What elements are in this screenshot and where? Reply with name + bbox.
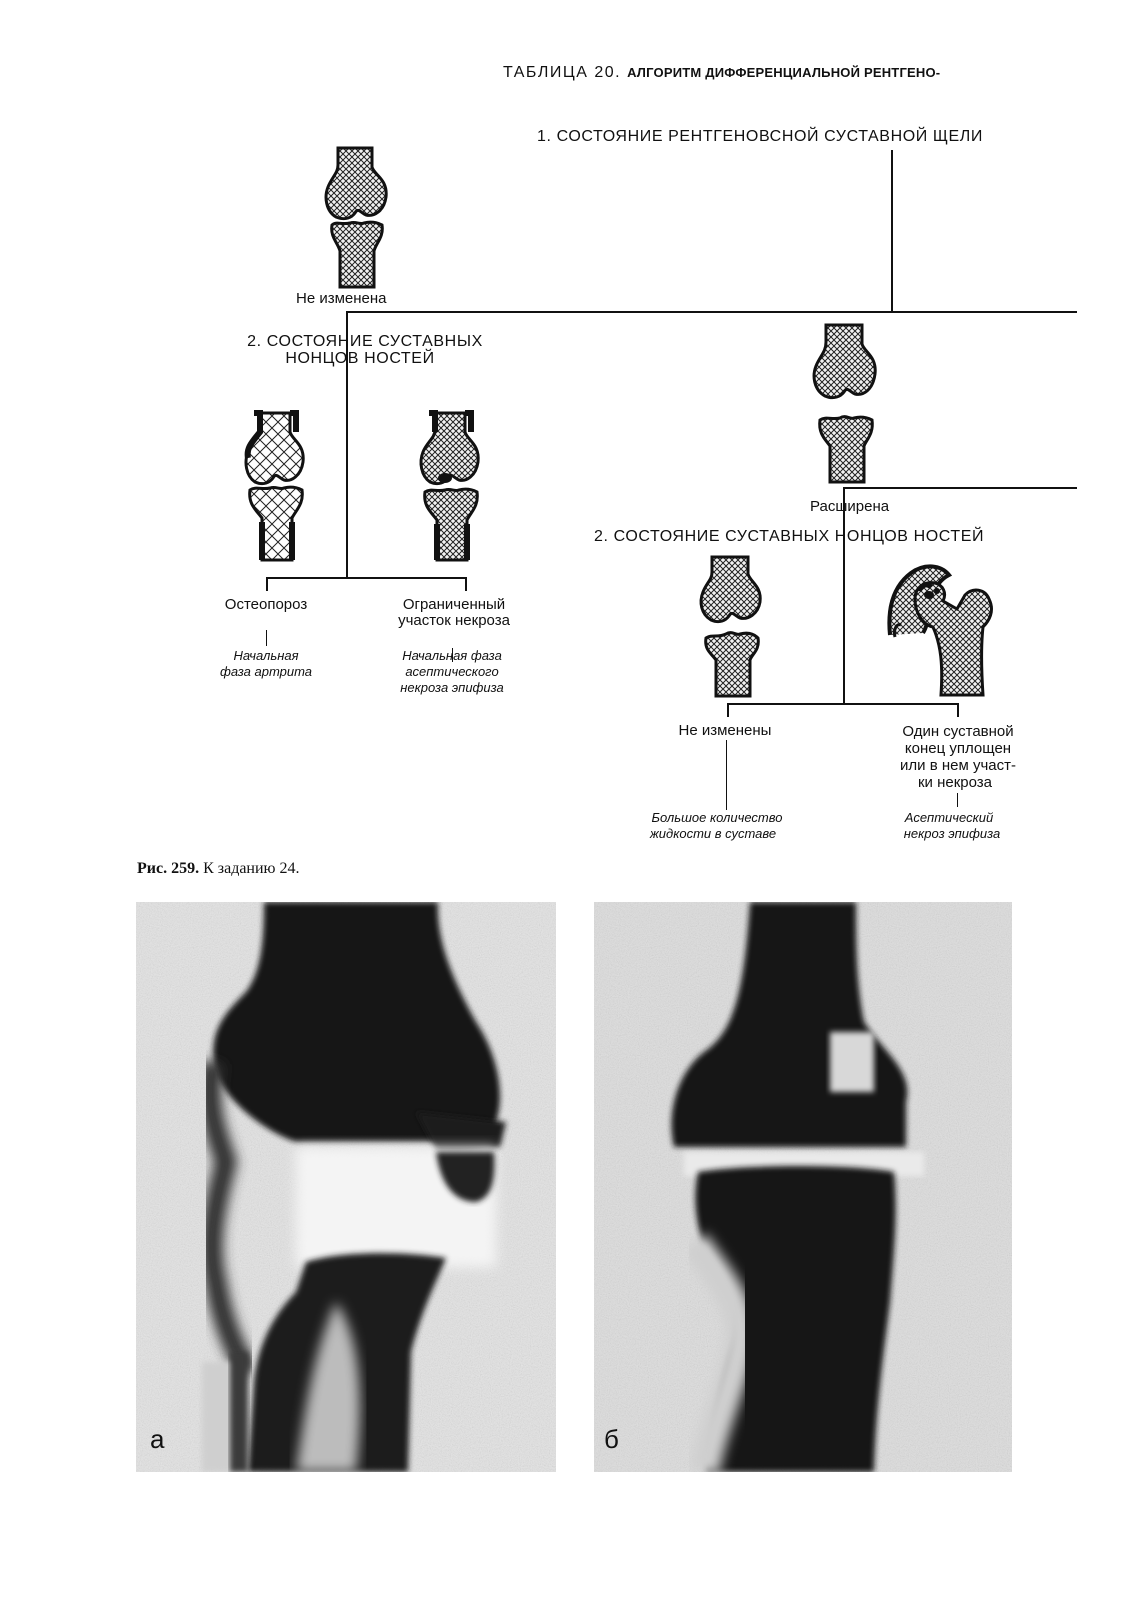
left-step2-title-line1: 2. СОСТОЯНИЕ СУСТАВНЫХ (247, 333, 483, 350)
finding-flattened-line2: конец уплощен (904, 740, 1012, 757)
connector-line (843, 487, 1077, 489)
diagnosis-epiphysis-line1: Асептический (904, 810, 994, 825)
diagnosis-aseptic-line3: некроза эпифиза (400, 680, 504, 695)
table-number: ТАБЛИЦА 20. (503, 64, 622, 81)
table-header (503, 64, 940, 81)
diagnosis-epiphysis-line2: некроз эпифиза (903, 826, 1001, 841)
connector-line (346, 311, 1077, 313)
connector-line (465, 577, 467, 591)
figure-label: Рис. 259. (137, 860, 200, 877)
diagnosis-effusion-line1: Большое количество (651, 810, 783, 825)
diagnosis-aseptic-line1: Начальная фаза (402, 648, 502, 663)
finding-unchanged: Не изменены (678, 722, 772, 739)
necrosis-joint-illustration (417, 410, 483, 562)
diagnosis-arthritis-line2: фаза артрита (219, 664, 313, 679)
figure-caption (137, 860, 300, 877)
connector-line (843, 487, 845, 704)
finding-osteoporosis: Остеопороз (224, 596, 308, 613)
step1-title: 1. СОСТОЯНИЕ РЕНТГЕНОВСНОЙ СУСТАВНОЙ ЩЕЛИ (537, 128, 983, 145)
normal-joint-illustration (322, 145, 392, 290)
xray-label-a: а (150, 1424, 165, 1454)
finding-flattened-line3: или в нем участ- (900, 757, 1016, 774)
connector-line (957, 793, 958, 807)
connector-line (266, 577, 466, 579)
connector-line (266, 577, 268, 591)
finding-necrosis-line1: Ограниченный (402, 596, 506, 613)
right-step2-title: 2. СОСТОЯНИЕ СУСТАВНЫХ НОНЦОВ НОСТЕЙ (594, 528, 985, 545)
widened-joint-illustration (810, 322, 880, 484)
unchanged-ends-joint-illustration (696, 554, 766, 699)
xray-image-b (594, 902, 1012, 1472)
table-title: АЛГОРИТМ ДИФФЕРЕНЦИАЛЬНОЙ РЕНТГЕНО- (627, 65, 941, 80)
xray-label-b: б (604, 1424, 619, 1454)
osteoporosis-joint-illustration (242, 410, 308, 562)
connector-line (957, 703, 959, 717)
left-step2-title-line2: НОНЦОВ НОСТЕЙ (285, 350, 435, 367)
diagnosis-effusion-line2: жидкости в суставе (649, 826, 777, 841)
xray-image-a (136, 902, 556, 1472)
finding-necrosis-line2: участок некроза (398, 612, 510, 629)
diagnosis-aseptic-line2: асептического (405, 664, 499, 679)
finding-flattened-line4: ки некроза (917, 774, 993, 791)
branch-widened-label: Расширена (810, 498, 890, 515)
branch-unchanged-label: Не изменена (296, 290, 387, 307)
connector-line (727, 703, 729, 717)
diagnosis-arthritis-line1: Начальная (233, 648, 299, 663)
finding-flattened-line1: Один суставной (902, 723, 1014, 740)
connector-line (891, 150, 893, 312)
connector-line (727, 703, 959, 705)
connector-line (726, 740, 727, 810)
figure-text: К заданию 24. (203, 860, 300, 877)
connector-line (266, 630, 267, 646)
hip-flattened-illustration (885, 555, 1000, 700)
